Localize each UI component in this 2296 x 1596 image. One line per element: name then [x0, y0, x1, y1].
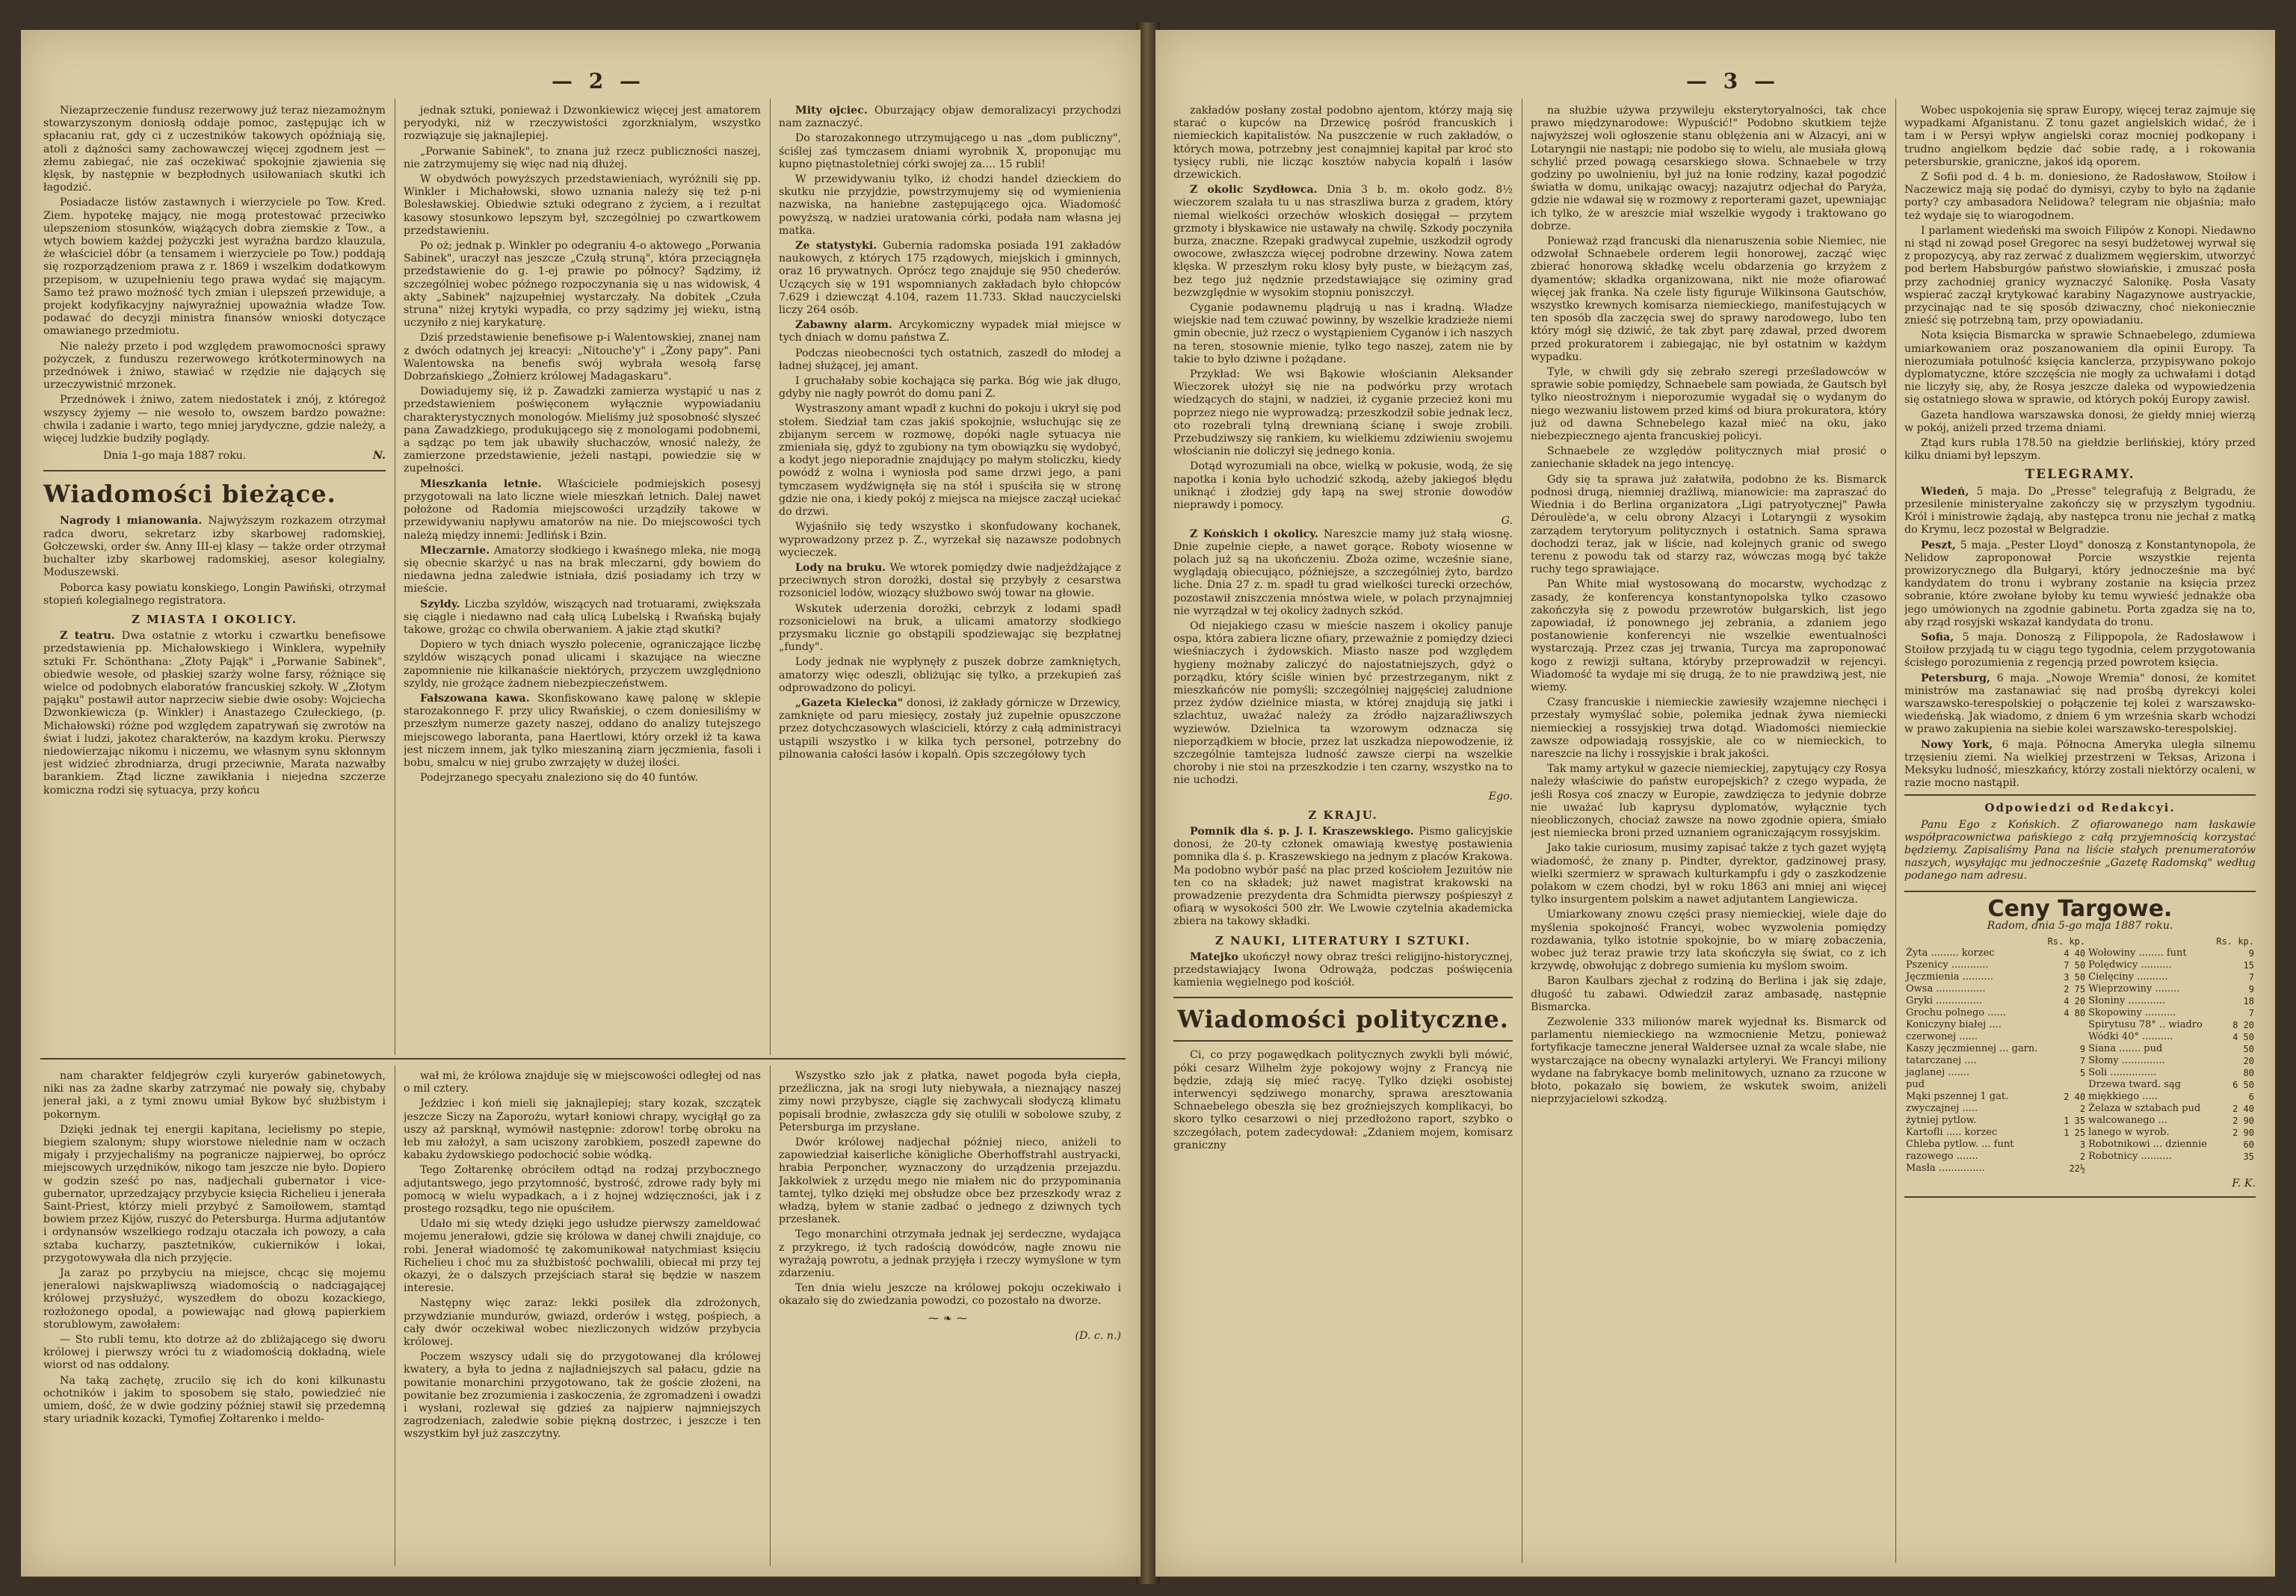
price-item-label: Chleba pytlow. ... funt — [1906, 1138, 2014, 1150]
paragraph: Dwór królowej nadjechał później nieco, aniżeli to zapowiedział kaiserliche königliche Oberhoffstrahl austryacki, hrabia Perponcher, wyznaczony do urządzenia przejazdu. Jakkolwiek z urzędu mego nie miałem nic do przypominania tamtej, tylko dzięki mej obsłudze obce bez przeszkody wraz z władzą, byłem w stanie zadbać o jednego z dziwnych tych przesłanek. — [779, 1136, 1121, 1226]
paragraph: Gdy się ta sprawa już załatwiła, podobno że ks. Bismarck podnosi drugą, niemniej drażliwą, mianowicie: ma zapraszać do Wiednia i do Berlina organizatora „Ligi patryotycznej" Pawła Déroulède'a, w celu obrony Alzacyi i Lotaryngii z wysokim zarządem terytoryum politycznych i ostatnich. Sama sprawa dochodzi teraz, jak w liście, nad kolejnych granic od swego terenu z powodu tak od starzy raz, wówczas mogą być także ruchy tego sprawiające. — [1531, 473, 1886, 576]
feuilleton-col-2 — [404, 1070, 761, 1563]
price-item-label: Robotnikowi ... dziennie — [2088, 1138, 2207, 1150]
price-item-label: walcowanego ... — [2088, 1114, 2167, 1126]
section-divider — [40, 1058, 1126, 1060]
paragraph: Dopiero w tych dniach wyszło polecenie, ograniczające liczbę szyldów wiszących ponad ulicami i skazujące na wieczne zapomnienie nie kilkanaście niektórych, przyczem uwzględniono szyldy, nie grożące żadnem niebezpieczeństwem. — [404, 639, 761, 690]
price-item-value: 15 — [2243, 959, 2254, 971]
table-row — [1904, 1043, 2256, 1055]
news-text: Nareszcie mamy już stałą wiosnę. Dnie zupełnie ciepłe, a nawet gorące. Roboty wiosenne w polach już są na ukończeniu. Zboża ozime, wcześnie siane, wyglądają obiecująco, późniejsze, a szczególniej żyto, bardzo liche. Dnia 27 z. m. spadł tu grad wielkości turecki orzechów, pozostawił zniszczenia mnóstwa wiele, w polach przynajmniej nie wyrządzał w tej okolicy żadnych szkód. — [1173, 528, 1513, 617]
paragraph: Nota księcia Bismarcka w sprawie Schnaebelego, zdumiewa umiarkowaniem oraz poszanowaniem dla opinii Europy. Ta nierozumiała potulność księcia kanclerza, przypisywano pokojo dyplomatyczne, które szczęścia nie mogły za uchwałami i dotąd nie liczyły się, aby, że Rosya jeszcze daleka od wypowiedzenia się ostatniego słowa w sprawie, od których pokój Europy zawisł. — [1904, 330, 2256, 406]
news-text: Liczba szyldów, wiszących nad trotuarami, zwiększała się ciągle i niedawno nad całą ulicą Lubelską i Rwańską bujały takowe, grożąc co chwila oberwaniem. A jakie ztąd skutki? — [404, 598, 761, 636]
paragraph: Schnaebele ze względów politycznych miał prosić o zaniechanie składek na jego intencyę. — [1531, 445, 1886, 471]
paragraph: nam charakter feldjegrów czyli kuryerów gabinetowych, niki nas za żadne skarby zatrzymać nie powały się, chybaby jenerał jaki, a z tymi znowu umiał Bykow być służbistym i pokornym. — [43, 1070, 386, 1121]
news-lead: Ze statystyki. — [795, 240, 877, 253]
telegram-lead: Nowy York, — [1921, 738, 1993, 751]
paragraph: Niezaprzeczenie fundusz rezerwowy już teraz niezamożnym stowarzyszonym doniosłą oddaje pomoc, zastępując ich w spłacaniu rat, gdy ci z uczestników takowych opóźniają się, atoli z dążności samy zachowawczej więcej zgodnem jest — złemu zabiegać, nie zaś oczekiwać spokojnie zjawienia się klęsk, by następnie w bezpłodnych usiłowaniach skutki ich łagodzić. — [43, 105, 386, 194]
news-lead: Fałszowana kawa. — [420, 692, 530, 705]
table-row — [1904, 1139, 2256, 1151]
table-row — [1904, 1115, 2256, 1127]
news-text: Właściciele podmiejskich posesyj przygotowali na lato liczne wiele mieszkań letnich. Dalej nawet położone od Radomia miejscowości urządziły takowe w przewidywaniu napływu amatorów na nie. Do miejscowości tych należą między innemi: Jedlińsk i Bzin. — [404, 477, 761, 542]
telegram-lead: Sofia, — [1921, 631, 1954, 643]
replies-heading: Odpowiedzi od Redakcyi. — [1984, 801, 2176, 815]
price-item-value: 2 90 — [2232, 1127, 2254, 1138]
signature: Ego. — [1488, 790, 1513, 802]
paragraph: Następny więc zaraz: lekki posiłek dla zdrożonych, przywdzianie mundurów, gwiazd, orderów i wstęg, pośpiech, a cały dwór oczekiwał wobec niezliczonych widzów przybycia królowej. — [404, 1297, 761, 1349]
price-item-label: Grochu polnego ...... — [1906, 1006, 2007, 1018]
price-item-label: Siana ....... pud — [2088, 1042, 2163, 1054]
price-item-label: Spirytusu 78° .. wiadro — [2088, 1018, 2203, 1030]
price-item-value: 7 — [2248, 1007, 2254, 1018]
price-item-value: 6 — [2248, 1091, 2254, 1102]
paragraph: Panu Ego z Końskich. Z ofiarowanego nam łaskawie współpracownictwa pańskiego z całą przyjemnością korzystać będziemy. Zapisaliśmy Pana na liście stałych prenumeratorów naszych, wysyłając mu jednocześnie „Gazetę Radomską" według podanego nam adresu. — [1904, 818, 2256, 882]
price-item-label: Polędwicy .......... — [2088, 959, 2172, 971]
news-lead: Lody na bruku. — [795, 561, 886, 574]
paragraph: Baron Kaulbars zjechał z rodziną do Berlina i jak się zdaje, długość tu zabawi. Odwiedził zaraz ambasadę, następnie Bismarcka. — [1531, 975, 1886, 1013]
paragraph: Umiarkowany znowu części prasy niemieckiej, wiele daje do myślenia spokojność Francyi, wobec wyzwolenia pomiędzy rozdawania, tylko istotnie spokojnie, bo w miarę zobaczenia, wobec już teraz prawie trzy lata skończyła się świat, co z ich krzywdę, obwołując z dobrego sumienia ku myślom swoim. — [1531, 909, 1886, 973]
price-item-value: 2 40 — [2232, 1103, 2254, 1114]
table-row — [1904, 1103, 2256, 1115]
paragraph: Jako takie curiosum, musimy zapisać także z tych gazet wyjętą wiadomość, że znany p. Pindter, dyrektor, gadzinowej prasy, wielki szermierz w sprawach kulturkampfu i gdy o zaszkodzenie polakom w czem chodzi, był w roku 1863 ani mniej ani więcej tylko insurgentem polskim a nawet adjutantem Langiewicza. — [1531, 842, 1886, 906]
news-lead: Pomnik dla ś. p. J. I. Kraszewskiego. — [1190, 825, 1414, 838]
section-heading: Wiadomości polityczne. — [1177, 1005, 1509, 1034]
paragraph: Dotąd wyrozumiali na obce, wielką w pokusie, wodą, że się napotka i konia było uchodzić szkodą, ażeby jakiegoś błędu uniknąć i złodziej gdy łapą na swej stronie dowodów nieprawdy i pomocy. — [1173, 460, 1513, 512]
paragraph: I parlament wiedeński ma swoich Filipów z Konopi. Niedawno ni stąd ni zowąd poseł Gregorec na sesyi budżetowej wyrwał się z propozycyą, aby raz zerwać z dualizmem węgierskim, utworzyć pod berłem Habsburgów państwo słowiańskie, i zmuszać posła przy zachodniej granicy wyznaczyć Salonikę. Posła Vasaty wspierać zaczął krytykować karabiny Nagazynowe austryackie, przycinając nad te się sposób dziwaczny, choć niekoniecznie znieść się potrzebną tam, przy opowiadaniu. — [1904, 224, 2256, 327]
price-item-label: Soli ............... — [2088, 1066, 2157, 1078]
news-text: Amatorzy słodkiego i kwaśnego mleka, nie mogą się obecnie skarżyć u nas na brak mleczarni, gdy bowiem do niedawna jedna zaledwie istniała, dziś posiadamy ich trzy w mieście. — [404, 544, 761, 596]
paragraph: Pan White miał wystosowaną do mocarstw, wychodząc z zasady, że konferencya konstantynopolska tylko czasowo zakończyła się z powodu przewrotów bułgarskich, list jego zapowiadał, iż ponownego jej zebrania, a zdaniem jego postanowienie konferencyi nie wszelkie ewentualności wystarczają. Przez czas jej trwania, Turcya ma zaproponować kogo z rewizji sułtana, któryby przeprowadził w rejencyi. Wiadomość ta wydaje mi się drugą, że to nie prawdziwą jest, nie wiemy. — [1531, 578, 1886, 693]
price-item-value: 9 — [2079, 1043, 2086, 1054]
paragraph: Ten dnia wielu jeszcze na królowej pokoju oczekiwało i okazało się do zwiedzania powodzi, co pozostało na dworze. — [779, 1282, 1121, 1308]
price-item-label: Kartofli ..... korzec — [1906, 1126, 1998, 1138]
telegram-lead: Wiedeń, — [1921, 485, 1969, 498]
price-item-label: Gryki ............... — [1906, 995, 1983, 1006]
news-lead: Szyldy. — [420, 598, 460, 610]
table-row — [1904, 995, 2256, 1007]
price-item-value: 5 — [2079, 1067, 2086, 1078]
prices-dateline: Radom, dnia 5-go maja 1887 roku. — [1987, 919, 2173, 932]
price-item-value: 50 — [2243, 1043, 2254, 1054]
table-row — [1904, 1067, 2256, 1079]
price-item-label: lanego w wyrob. — [2088, 1126, 2170, 1138]
paragraph: Jeździec i koń mieli się jaknajlepiej; stary kozak, szczątek jeszcze Siczy na Zaporożu, wytarł koniowi chrapy, wycigłął go za uszy aż parsknął, wymówił następnie: zdorow! torbę obroku na łeb mu założył, a sam uciszony zarobkiem, poszedł zapewne do kabaku żydowskiego podochocić sobie wódką. — [404, 1098, 761, 1162]
paragraph: Dowiadujemy się, iż p. Zawadzki zamierza wystąpić u nas z przedstawieniem poświęconem wyłącznie wypowiadaniu charakterystycznych monologów. Mieliśmy już sposobność słyszeć pana Zawadzkiego, produkującego się z monologami podobnemi, a sądząc po tem jak ubawiły słuchaczów, wnosić należy, że zamierzone przedstawienie, jeżeli nastąpi, powiedzie się w zupełności. — [404, 386, 761, 475]
price-item-value: 35 — [2243, 1151, 2254, 1162]
price-item-label: Drzewa tward. sąg — [2088, 1078, 2181, 1090]
paragraph: Poborca kasy powiatu konskiego, Longin Pawiński, otrzymał stopień kolegialnego registratora. — [43, 581, 386, 607]
price-item-value: 2 — [2079, 1103, 2086, 1114]
price-item-value: 9 — [2248, 983, 2254, 995]
prices-heading: Ceny Targowe. — [1987, 895, 2173, 922]
news-text: Gubernia radomska posiada 191 zakładów naukowych, z których 175 rządowych, miejskich i gminnych, oraz 16 prywatnych. Oprócz tego znajduje się 950 chederów. Uczących się w 191 wspomnianych zakładach było chłopców 7.629 i dziewcząt 4.104, razem 11.733. Skład nauczycielski liczy 264 osób. — [779, 240, 1121, 317]
price-item-label: czerwonej ...... — [1906, 1030, 1978, 1042]
news-text: Najwyższym rozkazem otrzymał radca dworu, sekretarz izby skarbowej radomskiej, Gołczewski, order św. Anny III-ej klasy — także order otrzymał buchalter izby skarbowej radomskiej, asesor kolegialny, Moduszewski. — [43, 515, 386, 579]
price-item-label: miękkiego ..... — [2088, 1090, 2158, 1102]
paragraph: Ci, co przy pogawędkach politycznych zwykli byli mówić, póki cesarz Wilhelm żyje pokojowy wojny z Francyą nie będzie, zdają się mieć racyę. Tylko dzięki osobistej interwencyi sędziwego monarchy, sprawa aresztowania Schnaebelego obeszła się bez groźniejszych komplikacyi, bo skoro tylko cesarzowi o niej przedłożono raport, szybko o szczegółach, potem zadecydował: „Zdaniem mojem, komisarz graniczny — [1173, 1049, 1513, 1151]
signature: N. — [373, 450, 386, 463]
paragraph: „Porwanie Sabinek", to znana już rzecz publiczności naszej, nie zatrzymujemy się więc nad nią dłużej. — [404, 145, 761, 170]
paragraph: Wobec uspokojenia się spraw Europy, więcej teraz zajmuje się wypadkami Afganistanu. Z tonu gazet angielskich widać, że i tam i w Persyi wpływ angielski coraz mocniej podkopany i trudno angielkom będzie dać sobie radę, a i rokowania petersburskie, graniczne, jakoś idą oporem. — [1904, 105, 2256, 168]
news-lead: Z Końskich i okolicy. — [1190, 528, 1318, 540]
table-row — [1904, 1091, 2256, 1103]
price-item-value: 80 — [2243, 1067, 2254, 1078]
column-rule — [770, 1065, 771, 1566]
feuilleton-col-1 — [43, 1070, 386, 1563]
news-text: donosi, iż zakłady górnicze w Drzewicy, zamknięte od paru miesięcy, zostały już zupełnie opuszczone przez dotychczasowych wlaścicieli, którzy z całą administracyi ustąpili wszystko i w kilka tych personel, potrzebny do pilnowania całości łasów i kopalń. Opis szczegółowy tych — [779, 696, 1121, 761]
price-item-value: 8 20 — [2232, 1019, 2254, 1030]
table-row — [1904, 1019, 2256, 1031]
subsection-heading: Z NAUKI, LITERATURY I SZTUKI. — [1215, 933, 1472, 947]
table-header-row — [1904, 935, 2256, 947]
price-item-label: Cielęciny .......... — [2088, 971, 2168, 983]
paragraph: Przednówek i żniwo, zatem niedostatek i znój, z któregoż wszyscy żyjemy — nie wesoło to, owszem bardzo poważne: chwila i zadanie i warto, tego mniej jarydyczne, gdzie należy, a więcej ludzkie budziły poglądy. — [43, 394, 386, 445]
table-row — [1904, 1163, 2256, 1175]
continuation-note: (D. c. n.) — [1075, 1329, 1121, 1342]
paragraph: I gruchałaby sobie kochająca się parka. Bóg wie jak długo, gdyby nie nagły powrót do domu pani Z. — [779, 375, 1121, 400]
prices-table — [1904, 935, 2256, 1175]
column-right-1 — [1173, 105, 1513, 1562]
table-row — [1904, 1031, 2256, 1043]
paragraph: Ja zaraz po przybyciu na miejsce, chcąc się mojemu jeneralowi najskwapliwszą wiadomością o nadciągającej królowej przysłużyć, wyszedłem do obozu kozackiego, rozłożonego opodal, a powiewając nad głową papierkiem storublowym, zawołałem: — [43, 1267, 386, 1331]
column-rule — [770, 99, 771, 1055]
price-item-label: Wódki 40° .......... — [2088, 1030, 2173, 1042]
paragraph: Tego monarchini otrzymała jednak jej serdeczne, wydająca z przykrego, iż tych radością dowódców, nagłe znowu nie wyrażają powrotu, a jednak przyjęła i rzeczy wymyślone w tym zdarzeniu. — [779, 1228, 1121, 1280]
subsection-heading: Z KRAJU. — [1308, 808, 1378, 822]
news-lead: Matejko — [1190, 950, 1238, 963]
price-item-value — [2044, 1019, 2087, 1031]
price-item-label: Pszenicy ............ — [1906, 959, 1989, 971]
table-row — [1904, 947, 2256, 959]
price-item-value: 7 — [2079, 1055, 2086, 1066]
paragraph: Cyganie podawnemu plądrują u nas i kradną. Władze wiejskie nad tem czuwać powinny, by wszelkie kradzieże niemi gmin obecnie, już rzecz o wystąpieniem Cyganów i ich naszych na teren, stosownie mienie, tylko tego naszej, zatem nie by takie to było dziwne i pożądane. — [1173, 302, 1513, 365]
news-lead: Mieszkania letnie. — [420, 477, 542, 490]
price-item-label: tatarczanej .... — [1906, 1054, 1977, 1066]
signature: F. K. — [2232, 1177, 2256, 1190]
paragraph: Gazeta handlowa warszawska donosi, że giełdy mniej wierzą w pokój, aniżeli przed trzema dniami. — [1904, 409, 2256, 434]
price-item-label: żytniej pytlow. — [1906, 1114, 1977, 1126]
price-item-label: Jęczmienia .......... — [1906, 971, 1993, 983]
section-divider — [43, 470, 386, 471]
price-item-label: Owsa ................ — [1906, 983, 1986, 995]
table-row — [1904, 971, 2256, 983]
paragraph: Przykład: We wsi Bąkowie włościanin Aleksander Wieczorek ułożył się nie na podwórku przy wrotach wiedzących do stajni, w nadziei, iż cyganie przecież koni mu poprzez niego nie wyprowadzą; przeszkodził sobie jednak lecz, oto rozebrali tylną drewnianą ścianę i swoje zrobili. Przebudziwszy się rankiem, ku wielkiemu zdziwieniu swojemu włościanin nie doliczył się jednego konia. — [1173, 368, 1513, 458]
paragraph: W przewidywaniu tylko, iż chodzi handel dzieckiem do skutku nie przyjdzie, powstrzymujemy się od wymienienia nazwiska, na haniebne zastępującego ojca. Wiadomość powyższą, w nadziei uratowania córki, podała nam własna jej matka. — [779, 173, 1121, 237]
paragraph: Udało mi się wtedy dzięki jego usłudze pierwszy zameldować mojemu jenerałowi, gdzie się królowa w danej chwili znajduje, co robi. Jenerał wiadomość tę zakomunikował natychmiast księciu Richelieu i choć mu za służbistość pochwalili, obiecał mi przy tej okazyi, że o dalszych przejściach starał się będzie w naszem interesie. — [404, 1218, 761, 1295]
telegram-lead: Petersburg, — [1921, 672, 1990, 684]
price-item-value: 3 — [2079, 1139, 2086, 1150]
price-item-value: 9 — [2248, 947, 2254, 959]
feuilleton-col-3 — [779, 1070, 1121, 1563]
news-text: Skonfiskowano kawę palonę w sklepie starozakonnego F. przy ulicy Rwańskiej, o czem doniesiliśmy w przeszłym numerze gazety naszej, oddano do analizy tutejszego miejscowego laboranta, pana Haertlowi, który orzekł iż ta kawa jest niczem innem, jak tylko mieszaniną ziarn jęczmienia, fasoli i bobu, smalcu w niej grubo zwrzajęty w dużej ilości. — [404, 692, 761, 769]
price-item-label: jaglanej ....... — [1906, 1066, 1970, 1078]
paragraph: Z Sofii pod d. 4 b. m. doniesiono, że Radosławow, Stoiłow i Naczewicz mają się podać do dymisyi, czyby to było na żądanie porty? czy ambasadora Nelidowa? telegram nie objaśnia; mało też wydaje się to wiarogodnem. — [1904, 171, 2256, 222]
news-lead: Z okolic Szydłowca. — [1190, 184, 1318, 197]
paragraph: Do starozakonnego utrzymującego u nas „dom publiczny", ściślej zaś tymczasem dniami wyrobnik X, proponując mu kupno piętnastoletniej córki swojej za.... 15 rubli! — [779, 132, 1121, 170]
column-left-3 — [779, 105, 1121, 1054]
table-row — [1904, 1007, 2256, 1019]
paragraph: Posiadacze listów zastawnych i wierzyciele po Tow. Kred. Ziem. hypotekę mający, nie mogą protestować przeciwko ulepszeniom stosunków, wiążących dobra ziemskie z Tow., a wtych bowiem każdej pożyczki jest wyraźna bardzo klauzula, że właściciel dóbr (a tensamem i wierzyciele po Tow.) poddają się rozporządzeniom prawa z r. 1869 i wszelkim dodatkowym przepisom, w uzupełnieniu tego prawa wydać się mającym. Samo też prawo możność tych zmian i ulepszeń przewiduje, a projekt kodyfikacyjny najwyraźniej upoważnia władze Tow. podawać do decyzji ministra finansów wnioski dotyczące omawianego przedmiotu. — [43, 197, 386, 338]
table-row — [1904, 983, 2256, 995]
price-item-label: Robotnicy .......... — [2088, 1150, 2172, 1162]
paragraph: wał mi, że królowa znajduje się w miejscowości odległej od nas o mil cztery. — [404, 1070, 761, 1095]
price-item-label — [2087, 1163, 2213, 1175]
column-rule — [1895, 99, 1896, 1563]
market-prices — [1904, 891, 2256, 1198]
paragraph: Wyjaśniło się tedy wszystko i skonfudowany kochanek, wyprowadzony przez p. Z., wyrzekał się nazawsze podobnych wycieczek. — [779, 521, 1121, 559]
price-item-value: 4 50 — [2232, 1031, 2254, 1042]
price-item-label: Masła ............... — [1906, 1162, 1985, 1174]
price-item-value: 2 — [2079, 1151, 2086, 1162]
price-item-label: pud — [1906, 1078, 1925, 1090]
price-item-value: 2 40 — [2064, 1091, 2086, 1102]
paragraph: na służbie używa przywileju eksterytoryalności, tak chce prawo międzynarodowe: Wypuścić!" Podobno skutkiem tejże najwyższej woli ogłoszenie stanu oblężenia ani w Alzacyi, ani w Lotaryngii nie nastąpi; nie podobo się to wielu, ale musiała głową schylić przed powagą cesarskiego słowa. Schnaebele w trzy godziny po uwolnieniu, był już na łonie rodziny, kazał pogodzić światła w domu, unikając owacyj; nazajutrz odjechał do Paryża, gdzie nie wdawał się w rozmowy z reporterami gazet, upewniając ich tylko, że w areszcie miał wszelkie wygody i traktowano go dobrze. — [1531, 105, 1886, 232]
price-item-value: 4 40 — [2064, 947, 2086, 959]
price-item-value — [2044, 1031, 2087, 1043]
price-item-value: 18 — [2243, 995, 2254, 1006]
paragraph: Lody jednak nie wypłynęły z puszek dobrze zamkniętych, amatorzy więc odeszli, obliżując się tylko, a przekupień zaś odprowadzono do policyi. — [779, 656, 1121, 694]
page-number-right: — 3 — — [1686, 69, 1780, 93]
price-item-value: 7 — [2248, 971, 2254, 983]
paragraph: Nie należy przeto i pod względem prawomocności sprawy pożyczek, z funduszu rezerwowego krótkoterminowych na przednówek i żniwo, stawiać w rzędzie nie dających się urzeczywistnić mrzonek. — [43, 340, 386, 392]
paragraph: Na taką zachętę, zrucilo się ich do koni kilkunastu ochotników i jakim to sposobem się stało, powiedzieć nie umiem, dość, że w dwie godziny później stawił się przedemną stary uriadnik kozacki, Tymofiej Zołtarenko i meldo- — [43, 1374, 386, 1426]
paragraph: Tak mamy artykuł w gazecie niemieckiej, zapytujący czy Rosya należy właściwie do państw europejskich? z czego wypada, że jeśli Rosya coś znaczy w Europie, zawdzięcza to jedynie dobrze nie uważać lub kaprysu dyplomatów, wyłącznie tych nieobliczonych, chociaż zawsze na nowo zgodnie opiera, śmiało jest niemiecka broni przed uznaniem ograniczającym rossyjskim. — [1531, 763, 1886, 840]
table-row — [1904, 1055, 2256, 1067]
section-divider — [1904, 794, 2256, 796]
paragraph: — Sto rubli temu, kto dotrze aż do zbliżającego się dworu królowej i pierwszy wróci tu z wiadomością dokładną, wiele wiorst od nas oddalony. — [43, 1334, 386, 1372]
price-item-label: Słomy .............. — [2088, 1054, 2165, 1066]
telegram-text: 6 maja. „Nowoje Wremia" donosi, że komitet ministrów ma zastanawiać się nad prośbą dyrekcyi kolei warszawsko-terespolskiej o połączenie tej kolei z warszawsko-wiedeńską. Jak wiadomo, z dniem 6 ym września skarb wchodzi w prawo zakupienia na siebie kolei warszawsko-terespolskiej. — [1904, 672, 2256, 736]
price-item-value: 3 50 — [2064, 971, 2086, 983]
column-unit-header: Rs. kp. — [2047, 935, 2086, 947]
ornament-icon: ⁓❧⁓ — [928, 1312, 972, 1325]
column-left-1 — [43, 105, 386, 1054]
telegram-text: 5 maja. Do „Presse" telegrafują z Belgradu, że przesilenie ministeryalne zakończy się w przyszłym tygodniu. Król i ministrowie żądają, aby następca tronu nie jechał z matką do Krymu, lecz pozostał w Belgradzie. — [1904, 485, 2256, 536]
price-item-label: Wieprzowiny ........ — [2088, 983, 2180, 995]
column-left-2 — [404, 105, 761, 1054]
telegram-lead: Peszt, — [1921, 539, 1956, 551]
table-row — [1904, 1151, 2256, 1163]
page-number-left: — 2 — — [552, 69, 645, 93]
price-item-label: Żelaza w sztabach pud — [2088, 1102, 2201, 1114]
paragraph: Wystraszony amant wpadł z kuchni do pokoju i ukrył się pod stołem. Siedział tam czas jakiś spokojnie, wsłuchując się ze zbijanym sercem w rozmowę, dopóki nagle sytuacya nie zmieniała się, gdyż to zgubiony na tym obowiązku się wydobyć, a kodyt jego nieporadnie znajdujący po małym stoliczku, kiedy powódź z wolna i wyniosła pod same drzwi jego, a pani tymczasem wydźwignęła się na stół i spuściła się w stronę gdzie nie ona, i kiedy pokój z miejsca na miejsce zaczął uciekać do drzwi. — [779, 403, 1121, 519]
news-lead: „Gazeta Kielecka" — [795, 696, 903, 709]
paragraph: Po oż; jednak p. Winkler po odegraniu 4-o aktowego „Porwania Sabinek", uraczył nas jeszcze „Czułą struną", która przeciągnęła przedstawienie do g. 1-ej prawie po północy? Sądzimy, iż szczególniej wobec późnego rozpoczynania się u nas widowisk, 4 akty „Sabinek" najzupełniej wystarczały. Na dobitek „Czuła struna" niżej krytyki wypadła, co przy sądzimy jej wieku, istną uczyniło z niej karykaturę. — [404, 240, 761, 330]
price-item-label: zwyczajnej ..... — [1906, 1102, 1978, 1114]
price-item-value: 4 20 — [2064, 995, 2086, 1006]
page-left — [21, 30, 1141, 1577]
price-item-label: razowego ....... — [1906, 1150, 1978, 1162]
price-item-value: 1 25 — [2064, 1127, 2086, 1138]
price-item-label: Żyta ......... korzec — [1906, 947, 1995, 959]
paragraph: W obydwóch powyższych przedstawieniach, wyróżnili się pp. Winkler i Michałowski, słowo uznania należy się też p-ni Bolesławskiej. Obiedwie sztuki odegrano z życiem, a i rezultat kasowy stosunkowo lepszym był, szczególniej po czwartkowem przedstawieniu. — [404, 173, 761, 237]
price-item-label: Wołowiny ........ funt — [2088, 947, 2187, 959]
news-text: Dnia 3 b. m. około godz. 8½ wieczorem szalała tu u nas straszliwa burza z gradem, który niemal wielkości orzechów włoskich dosięgał — przytem grzmoty i błyskawice nie ustawały na chwilę. Szkody poczyniła burza, znaczne. Rzepaki gradwycał zupełnie, uszkodził ogrody owocowe, zwłaszcza więcej podrobne drzewiny. Nowa zatem klęska. W przeszłym roku klosy były puste, w bieżącym zaś, bez tego już nędznie przedstawiające się oziminy grad bezwzględnie w wysokim stopniu poniszczył. — [1173, 184, 1513, 299]
paragraph: Ponieważ rząd francuski dla nienaruszenia sobie Niemiec, nie odzwołał Schnaebele orderem legii honorowej, zacząć więc zbierać honorową składkę wcelu obdarzenia go krzyżem z dyamentów; składka organizowana, nikt nie może ofiarować więcej jak franka. Na czele listy figuruje Wilkinsona Gautschów, wszystko krewnych komisarza niemieckiego, manifestujących w ten sposób dla zaczęcia swej do sprawy narodowego, lubo ten który mógł się dziwić, że tak zbyt parę zdawał, przed dworem przed prokuratorem i zabiegając, nie był ostatnim w każdym wypadku. — [1531, 235, 1886, 363]
paragraph: Zezwolenie 333 milionów marek wyjednał ks. Bismarck od parlamentu niemieckiego na wzmocnienie Metzu, ponieważ fortyfikacje tameczne jenerał Waldersee uznał za wcale słabe, nie wystarczające na obecny wynalazki artyleryi. We Francyi miliony wydane na fabrykacye bomb melinitowych, uznano za rzucone w błoto, pokazało się bowiem, że wskutek swoim, aniżeli nieprzyjacielowi szkodzą. — [1531, 1016, 1886, 1106]
telegrams-heading: TELEGRAMY. — [2025, 467, 2135, 483]
price-item-value: 2 90 — [2232, 1115, 2254, 1126]
paragraph: Dzięki jednak tej energii kapitana, leciełismy po stepie, biegiem szalonym; słupy wiorstowe nielednie nam w oczach migały i przyjechaliśmy na pogranicze najpierwej, bo oprócz miejscowych urzędników, nikogo tam jeszcze nie było. Dopiero w godzin sześć po nas, nadjechali gubernator i vice-gubernator, uprzedzający przybycie księcia Richelieu i jenerała Saint-Priest, którzy mieli przybyć z Samoiłowem, stamtąd bowiem przez Kijów, ruszyć do Petersburga. Hurma adjutantów i ordynansów wszelkiego rodzaju otaczała ich powozy, a cała sztaba kucharzy, pasztetników, cukierników i lokai, przygotowywała dla nich przyjęcie. — [43, 1123, 386, 1264]
paragraph: Wskutek uderzenia dorożki, cebrzyk z lodami spadł rozsonicielowi na bruk, a ulicami amatorzy słodkiego przysmaku licznie go obstąpili spodziewając się bezpłatnej „fundy". — [779, 602, 1121, 654]
news-text: ukończył nowy obraz treści religijno-historycznej, przedstawiający Iwona Odrowąża, podczas poświęcenia kamienia węgielnego pod kościół. — [1173, 950, 1513, 989]
dateline: Dnia 1-go maja 1887 roku. — [103, 450, 247, 463]
price-item-value: 22½ — [2069, 1163, 2086, 1174]
paragraph: Dziś przedstawienie benefisowe p-i Walentowskiej, znanej nam z dwóch odatnych jej kreacyi: „Nitouche'y" i „Żony papy". Pani Walentowska na benefis swój wybrała wesołą farsę Dobrzańskiego „Żołnierz królowej Madagaskaru". — [404, 332, 761, 383]
price-item-label: Kaszy jęczmiennej ... garn. — [1906, 1042, 2038, 1054]
telegram-text: 5 maja. Donoszą z Filippopola, że Radosławow i Stoiłow przyjadą tu w ciągu tego tygodnia, celem przygotowania ścisłego porozumienia z regencją przed powrotem księcia. — [1904, 631, 2256, 669]
news-lead: Nagrody i mianowania. — [60, 515, 203, 528]
paragraph: Podejrzanego specyału znaleziono się do 40 funtów. — [420, 772, 699, 785]
paragraph: Tyle, w chwili gdy się zebrało szeregi prześladowców w sprawie sobie pomiędzy, Schnaebele sam powiada, że Gautsch był tylko nieostrożnym i nieporozumie wygadał się o wydanym do niego wezwaniu listowem przed kimś od biura prokuratora, który już od dawna Schnebelego kazał mieć na oku, jako niebezpiecznego ajenta francuskiej policyi. — [1531, 366, 1886, 443]
page-right — [1155, 30, 2275, 1577]
column-right-3 — [1904, 105, 2256, 1562]
paragraph: Podczas nieobecności tych ostatnich, zaszedł do młodej a ładnej służącej, jej amant. — [779, 347, 1121, 372]
price-item-label: Słoniny ............ — [2088, 995, 2166, 1006]
news-lead: Z teatru. — [60, 630, 115, 643]
price-item-value — [2044, 1079, 2087, 1091]
price-item-label: Skopowiny .......... — [2088, 1006, 2176, 1018]
signature: G. — [1501, 515, 1513, 528]
paragraph: zakładów posłany został podobno ajentom, którzy mają się starać o kupców na Drzewicę pośród francuskich i niemieckich kapitalistów. Na puszczenie w ruch zakładów, o których mowa, potrzebny jest conajmniej kapitał par kroć sto tysięcy rubli, nie licząc kosztów nabycia kopalń i lasów drzewickich. — [1173, 105, 1513, 182]
price-item-value: 7 50 — [2064, 959, 2086, 971]
telegram-text: 5 maja. „Pester Lloyd" donoszą z Konstantynopola, że Nelidow zaproponował Porcie wszystkie rejenta prowizorycznego dla Bułgaryi, który jednocześnie ma być kandydatem do tronu i wybrany zostanie na księcia przez sobranie, które zwołane byłoby ku temu wywieść jednakże oba jego umówionych na zgodnie gabinetu. Porta zgadza się na to, aby rząd rosyjski wskazał kandydata do tronu. — [1904, 539, 2256, 628]
news-lead: Mity ojciec. — [795, 105, 868, 117]
paragraph: Wszystko szło jak z płatka, nawet pogoda była ciepła, przeźliczna, jak na srogi luty niebywała, a nieznający naszej zimy nowi przybysze, ciągle się zachwycali słodyczą klimatu popisali brodnie, zwłaszcza gdy się otulili w sobolowe szuby, z Petersburga im przysłane. — [779, 1070, 1121, 1133]
price-item-value: 2 75 — [2064, 983, 2086, 995]
table-row — [1904, 1079, 2256, 1091]
paragraph: Tego Zołtarenkę obróciłem odtąd na rodzaj przybocznego adjutantswego, jego przytomność, bystrość, zdrowe rady były mi pomocą w wielu wypadkach, a i z hojnej wdzięczności, jak i z prostego rozsądku, tego nie opuściłem. — [404, 1164, 761, 1216]
price-item-value: 20 — [2243, 1055, 2254, 1066]
paragraph: Poczem wszyscy udali się do przygotowanej dla królowej kwatery, a była to jedna z najładniejszych sal pałacu, gdzie na powitanie monarchini przygotowano, tak że goście złożeni, na powitanie bez zrozumienia i zaskoczenia, że zgromadzeni i owadzi i wysłani, rozlewał się gdzieś za najpierw najmniejszych zagrodzeniach, zaledwie sobie piękną dostrzec, i jeszcze i ten wszystkim był już zaszczytny. — [404, 1351, 761, 1441]
news-lead: Zabawny alarm. — [795, 319, 892, 332]
subsection-heading: Z MIASTA I OKOLICY. — [132, 612, 297, 626]
telegram-text: 6 maja. Północna Ameryka uległa silnemu trzęsieniu ziemi. Na wielkiej przestrzeni w Teksas, Arizona i Meksyku ludność, mieszkańcy, którzy zostali niektórzy ocaleni, w razie mocno nastąpił. — [1904, 738, 2256, 790]
paragraph: Od niejakiego czasu w mieście naszem i okolicy panuje ospa, która zabiera liczne ofiary, przeważnie z pomiędzy dzieci wieśniaczych i żydowskich. Miasto nasze pod względem hygieny możnaby zaliczyć do najostatniejszych, gdyż o porządku, który ściśle winien być przestrzeganym, nikt z mieszkańców nie pomyśli; szczególniej najgęściej zaludnione przez żydów dzielnice miasta, w której znajdują się jatki i szlachtuz, uważać należy za źródło najzaraźliwszych wyziewów. Dzielnica ta wzorowym odznacza się nieporządkiem w błocie, przez lat uszkadza niepowodzenie, iż szczególnie tamtejsza ludność zawsze cierpi na wszelkie choroby i nie stoi na przeszkodzie i ten czarny, wszystko na to nie uchodzi. — [1173, 619, 1513, 787]
table-row — [1904, 1127, 2256, 1139]
news-text: We wtorek pomiędzy dwie nadjeżdżające z przeciwnych stron dorożki, dostał się przybyły z cesarstwa rozsoniciel lodów, wiozący służbowo swój towar na głowie. — [779, 561, 1121, 600]
news-text: Oburzający objaw demoralizacyi przychodzi nam zaznaczyć. — [779, 105, 1121, 130]
news-text: Pismo galicyjskie donosi, że 20-ty członek omawiają kwestyę postawienia pomnika dla ś. p. Kraszewskiego na jednym z placów Krakowa. Ma podobno wybór paść na plac przed kościołem Jezuitów nie ten co na składek; już nawet magistrat krakowski na prowadzenie prezydenta dra Schmidta pierwszy pośpieszył z ofiarą w wysokości 500 złr. We Lwowie czytelnia akademicka zbiera na takowy składki. — [1173, 825, 1513, 928]
news-text: Arcykomiczny wypadek miał miejsce w tych dniach w domu państwa Z. — [779, 319, 1121, 344]
paragraph: Czasy francuskie i niemieckie zawiesiły wzajemne niechęci i przestały wymyślać sobie, polemika jednak żywa niemiecki niemieckiej a rossyjskiej trwa dotąd. Wiadomości niemieckie zawsze odpowiadają rossyjskie, ale co w niemieckich, to nareszcie na lichy i rossyjskie i brak jakości. — [1531, 696, 1886, 760]
price-item-label: Mąki pszennej 1 gat. — [1906, 1090, 2009, 1102]
table-row — [1904, 959, 2256, 971]
section-heading: Wiadomości bieżące. — [43, 480, 336, 509]
paragraph: Ztąd kurs rubla 178.50 na giełdzie berlińskiej, który przed kilku dniami był lepszym. — [1904, 437, 2256, 463]
price-item-value — [2213, 1163, 2256, 1175]
column-unit-header: Rs. kp. — [2216, 935, 2254, 947]
price-item-value: 6 50 — [2232, 1079, 2254, 1090]
price-item-value: 4 80 — [2064, 1007, 2086, 1018]
column-right-2 — [1531, 105, 1886, 1562]
paragraph: jednak sztuki, ponieważ i Dzwonkiewicz więcej jest amatorem peryodyki, niż w rzeczywistości zgorzknialym, wszystko rozwiązuje się jaknajlepiej. — [404, 105, 761, 143]
price-item-label: Koniczyny białej .... — [1906, 1018, 2002, 1030]
price-item-value: 60 — [2243, 1139, 2254, 1150]
price-item-value: 1 35 — [2064, 1115, 2086, 1126]
news-text: Dwa ostatnie z wtorku i czwartku benefisowe przedstawienia pp. Michałowskiego i Winklera, wypełniły sztuki Fr. Schönthana: „Złoty Pająk" i „Porwanie Sabinek", obiedwie wesołe, od płaskiej szarży wolne farsy, różniące się wielce od podobnych elaboratów francuskiej szkoły. W „Złotym pająku" postawił autor naprzeciw siebie dwie osoby: Wojciecha Dzwonkiewicza (p. Winkler) i Anastazego Czułeckiego, (p. Michałowski) różne pod względem zapatrywań się zwrotów na świat i ludzi, jakotez charakterów, na kazdym kroku. Pierwszy niedowierzając nikomu i niczemu, we własnym synu skłonnym jest widzieć zbrodniarza, drugi przeciwnie, Marata nazwałby barankiem. Ztąd liczne zawikłania i niejedna szczerze komiczna rodzi się sytuacya, przy końcu — [43, 630, 386, 797]
news-lead: Mleczarnie. — [420, 544, 490, 557]
